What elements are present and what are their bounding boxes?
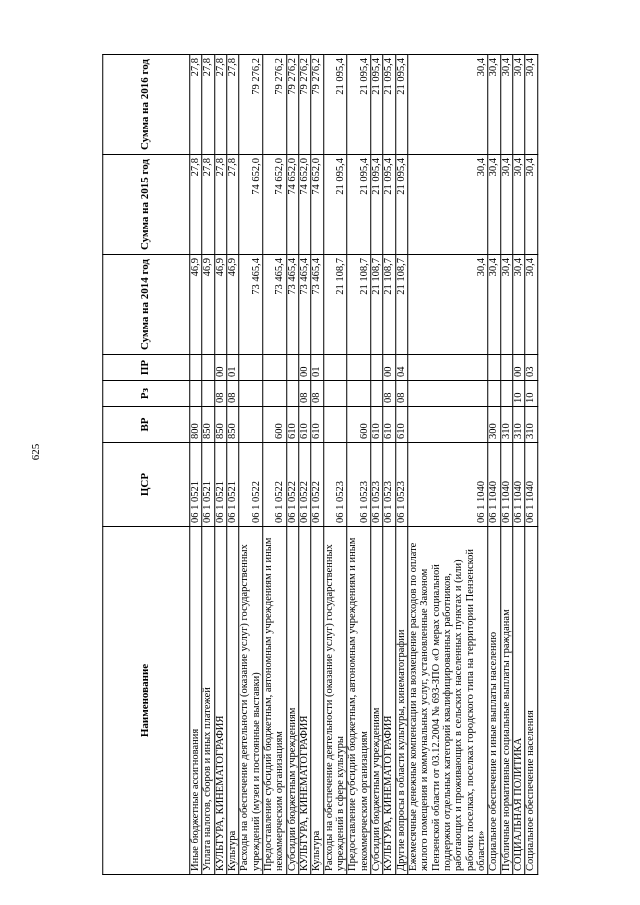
- table-row: [202, 55, 214, 875]
- cell-csr: 06 1 1040: [408, 443, 488, 527]
- table-row: [408, 55, 488, 875]
- cell-sum-2015: 27,8: [227, 155, 239, 255]
- cell-rz: [190, 381, 202, 407]
- cell-sum-2014: 46,9: [227, 255, 239, 355]
- cell-csr: 06 1 0521: [214, 443, 226, 527]
- cell-vr: 850: [214, 407, 226, 443]
- table-row: [488, 55, 500, 875]
- cell-sum-2014: 21 108,7: [395, 255, 407, 355]
- cell-rz: [408, 381, 488, 407]
- cell-rz: 08: [227, 381, 239, 407]
- cell-name: Социальное обеспечение населения: [525, 527, 537, 875]
- cell-sum-2015: 27,8: [202, 155, 214, 255]
- cell-rz: [500, 381, 512, 407]
- cell-vr: [408, 407, 488, 443]
- cell-pr: 01: [311, 355, 323, 381]
- cell-csr: 06 1 0521: [190, 443, 202, 527]
- cell-csr: 06 1 0521: [202, 443, 214, 527]
- cell-sum-2014: 21 108,7: [347, 255, 371, 355]
- cell-name: Расходы на обеспечение деятельности (оказание услуг) государственных учреждений в сфере культуры: [323, 527, 347, 875]
- cell-vr: 850: [227, 407, 239, 443]
- cell-rz: 08: [214, 381, 226, 407]
- cell-sum-2016: 79 276,2: [263, 55, 287, 155]
- cell-pr: 04: [395, 355, 407, 381]
- cell-rz: 08: [299, 381, 311, 407]
- cell-sum-2015: 74 652,0: [286, 155, 298, 255]
- cell-rz: 10: [513, 381, 525, 407]
- cell-rz: [239, 381, 263, 407]
- cell-rz: [202, 381, 214, 407]
- cell-sum-2016: 79 276,2: [239, 55, 263, 155]
- cell-sum-2015: 21 095,4: [371, 155, 383, 255]
- cell-pr: 00: [214, 355, 226, 381]
- cell-sum-2014: 21 108,7: [371, 255, 383, 355]
- cell-vr: 600: [263, 407, 287, 443]
- cell-pr: [263, 355, 287, 381]
- cell-sum-2015: 30,4: [488, 155, 500, 255]
- cell-pr: [323, 355, 347, 381]
- cell-name: Социальное обеспечение и иные выплаты населению: [488, 527, 500, 875]
- cell-name: Предоставление субсидий бюджетным, автономным учреждениям и иным некоммерческим организациям: [347, 527, 371, 875]
- cell-vr: 610: [311, 407, 323, 443]
- cell-csr: 06 1 0523: [347, 443, 371, 527]
- cell-name: Культура: [311, 527, 323, 875]
- table-row: [323, 55, 347, 875]
- cell-sum-2015: 74 652,0: [239, 155, 263, 255]
- table-row: [299, 55, 311, 875]
- header-csr: ЦСР: [103, 443, 190, 527]
- cell-name: Иные бюджетные ассигнования: [190, 527, 202, 875]
- cell-vr: 610: [299, 407, 311, 443]
- cell-csr: 06 1 0523: [395, 443, 407, 527]
- cell-csr: 06 1 0522: [286, 443, 298, 527]
- header-sum-2014: Сумма на 2014 год: [103, 255, 190, 355]
- cell-sum-2015: 30,4: [408, 155, 488, 255]
- cell-sum-2014: 46,9: [214, 255, 226, 355]
- cell-rz: 08: [383, 381, 395, 407]
- cell-pr: [347, 355, 371, 381]
- header-row: [103, 55, 190, 875]
- cell-sum-2015: 30,4: [500, 155, 512, 255]
- cell-sum-2015: 30,4: [525, 155, 537, 255]
- cell-sum-2014: 73 465,4: [263, 255, 287, 355]
- cell-sum-2014: 73 465,4: [311, 255, 323, 355]
- table-row: [286, 55, 298, 875]
- cell-name: Ежемесячные денежные компенсации на возмещение расходов по оплате жилого помещения и коммунальных услуг, установленные Законом Пензенской области от 03.12.2004 № 693-ЗПО «О мерах социальной поддержки отдельных категорий квалифицированных работников, работающих и проживающих в сельских населенных пунктах и (или) рабочих поселках, поселках городского типа на территории Пензенской области»: [408, 527, 488, 875]
- cell-sum-2016: 27,8: [190, 55, 202, 155]
- cell-rz: 10: [525, 381, 537, 407]
- cell-name: Субсидии бюджетным учреждениям: [286, 527, 298, 875]
- cell-sum-2016: 21 095,4: [323, 55, 347, 155]
- cell-name: Уплата налогов, сборов и иных платежей: [202, 527, 214, 875]
- cell-sum-2015: 74 652,0: [299, 155, 311, 255]
- cell-name: КУЛЬТУРА, КИНЕМАТОГРАФИЯ: [214, 527, 226, 875]
- cell-pr: 00: [513, 355, 525, 381]
- cell-vr: [239, 407, 263, 443]
- cell-name: КУЛЬТУРА, КИНЕМАТОГРАФИЯ: [299, 527, 311, 875]
- table-row: [239, 55, 263, 875]
- header-rz: Рз: [103, 381, 190, 407]
- cell-name: Субсидии бюджетным учреждениям: [371, 527, 383, 875]
- cell-pr: 03: [525, 355, 537, 381]
- cell-pr: 01: [227, 355, 239, 381]
- cell-csr: 06 1 1040: [513, 443, 525, 527]
- cell-sum-2016: 27,8: [214, 55, 226, 155]
- cell-name: Предоставление субсидий бюджетным, автономным учреждениям и иным некоммерческим организациям: [263, 527, 287, 875]
- cell-sum-2014: 73 465,4: [286, 255, 298, 355]
- cell-pr: [202, 355, 214, 381]
- cell-pr: 00: [383, 355, 395, 381]
- cell-sum-2014: 30,4: [525, 255, 537, 355]
- table-row: [190, 55, 202, 875]
- cell-pr: [500, 355, 512, 381]
- cell-csr: 06 1 0522: [299, 443, 311, 527]
- cell-sum-2014: 46,9: [190, 255, 202, 355]
- cell-sum-2016: 27,8: [202, 55, 214, 155]
- table-row: [214, 55, 226, 875]
- cell-pr: [239, 355, 263, 381]
- cell-rz: [347, 381, 371, 407]
- cell-sum-2014: 30,4: [408, 255, 488, 355]
- cell-vr: 850: [202, 407, 214, 443]
- cell-rz: [263, 381, 287, 407]
- cell-csr: 06 1 0521: [227, 443, 239, 527]
- table-row: [311, 55, 323, 875]
- cell-csr: 06 1 0522: [263, 443, 287, 527]
- cell-sum-2015: 21 095,4: [323, 155, 347, 255]
- cell-sum-2015: 27,8: [214, 155, 226, 255]
- header-vr: ВР: [103, 407, 190, 443]
- cell-sum-2016: 21 095,4: [395, 55, 407, 155]
- cell-csr: 06 1 1040: [500, 443, 512, 527]
- cell-vr: 610: [286, 407, 298, 443]
- header-name: Наименование: [103, 527, 190, 875]
- cell-vr: 610: [383, 407, 395, 443]
- cell-pr: [190, 355, 202, 381]
- table-row: [500, 55, 512, 875]
- table-body: [190, 55, 538, 875]
- cell-rz: [286, 381, 298, 407]
- cell-vr: 300: [488, 407, 500, 443]
- cell-vr: 600: [347, 407, 371, 443]
- cell-sum-2016: 30,4: [488, 55, 500, 155]
- cell-sum-2016: 30,4: [513, 55, 525, 155]
- cell-pr: [488, 355, 500, 381]
- cell-name: Культура: [227, 527, 239, 875]
- cell-vr: 610: [395, 407, 407, 443]
- cell-rz: 08: [395, 381, 407, 407]
- cell-csr: 06 1 0522: [311, 443, 323, 527]
- table-row: [371, 55, 383, 875]
- cell-vr: [323, 407, 347, 443]
- cell-name: Расходы на обеспечение деятельности (оказание услуг) государственных учреждений (музеи и постоянные выставки): [239, 527, 263, 875]
- cell-csr: 06 1 0523: [371, 443, 383, 527]
- cell-vr: 310: [525, 407, 537, 443]
- cell-csr: 06 1 1040: [525, 443, 537, 527]
- table-row: [383, 55, 395, 875]
- cell-pr: [371, 355, 383, 381]
- cell-sum-2016: 79 276,2: [311, 55, 323, 155]
- cell-csr: 06 1 0523: [323, 443, 347, 527]
- cell-rz: [488, 381, 500, 407]
- cell-sum-2015: 30,4: [513, 155, 525, 255]
- table-row: [347, 55, 371, 875]
- cell-csr: 06 1 0523: [383, 443, 395, 527]
- cell-sum-2015: 21 095,4: [395, 155, 407, 255]
- cell-sum-2016: 30,4: [525, 55, 537, 155]
- cell-sum-2015: 21 095,4: [347, 155, 371, 255]
- budget-table: [102, 54, 538, 875]
- header-sum-2015: Сумма на 2015 год: [103, 155, 190, 255]
- cell-sum-2015: 21 095,4: [383, 155, 395, 255]
- cell-sum-2014: 21 108,7: [383, 255, 395, 355]
- table-row: [513, 55, 525, 875]
- cell-csr: 06 1 1040: [488, 443, 500, 527]
- cell-vr: 610: [371, 407, 383, 443]
- cell-sum-2015: 74 652,0: [311, 155, 323, 255]
- cell-sum-2015: 27,8: [190, 155, 202, 255]
- cell-pr: 00: [299, 355, 311, 381]
- cell-sum-2016: 27,8: [227, 55, 239, 155]
- table-row: [525, 55, 537, 875]
- cell-sum-2016: 21 095,4: [371, 55, 383, 155]
- cell-vr: 310: [500, 407, 512, 443]
- cell-vr: 800: [190, 407, 202, 443]
- cell-sum-2014: 73 465,4: [299, 255, 311, 355]
- cell-sum-2014: 30,4: [488, 255, 500, 355]
- cell-rz: [371, 381, 383, 407]
- cell-name: Публичные нормативные социальные выплаты гражданам: [500, 527, 512, 875]
- header-sum-2016: Сумма на 2016 год: [103, 55, 190, 155]
- cell-sum-2016: 30,4: [408, 55, 488, 155]
- cell-name: КУЛЬТУРА, КИНЕМАТОГРАФИЯ: [383, 527, 395, 875]
- cell-rz: [323, 381, 347, 407]
- table-row: [395, 55, 407, 875]
- cell-sum-2016: 30,4: [500, 55, 512, 155]
- cell-sum-2016: 21 095,4: [383, 55, 395, 155]
- cell-sum-2016: 79 276,2: [286, 55, 298, 155]
- cell-sum-2014: 73 465,4: [239, 255, 263, 355]
- cell-sum-2014: 46,9: [202, 255, 214, 355]
- cell-csr: 06 1 0522: [239, 443, 263, 527]
- cell-name: Другие вопросы в области культуры, кинематографии: [395, 527, 407, 875]
- cell-sum-2014: 21 108,7: [323, 255, 347, 355]
- cell-sum-2014: 30,4: [500, 255, 512, 355]
- cell-sum-2016: 79 276,2: [299, 55, 311, 155]
- cell-rz: 08: [311, 381, 323, 407]
- budget-table-container: [102, 55, 538, 875]
- table-row: [263, 55, 287, 875]
- page-number: 625: [30, 443, 42, 461]
- cell-sum-2014: 30,4: [513, 255, 525, 355]
- cell-name: СОЦИАЛЬНАЯ ПОЛИТИКА: [513, 527, 525, 875]
- cell-vr: 310: [513, 407, 525, 443]
- header-pr: ПР: [103, 355, 190, 381]
- cell-pr: [286, 355, 298, 381]
- table-row: [227, 55, 239, 875]
- cell-sum-2016: 21 095,4: [347, 55, 371, 155]
- cell-pr: [408, 355, 488, 381]
- cell-sum-2015: 74 652,0: [263, 155, 287, 255]
